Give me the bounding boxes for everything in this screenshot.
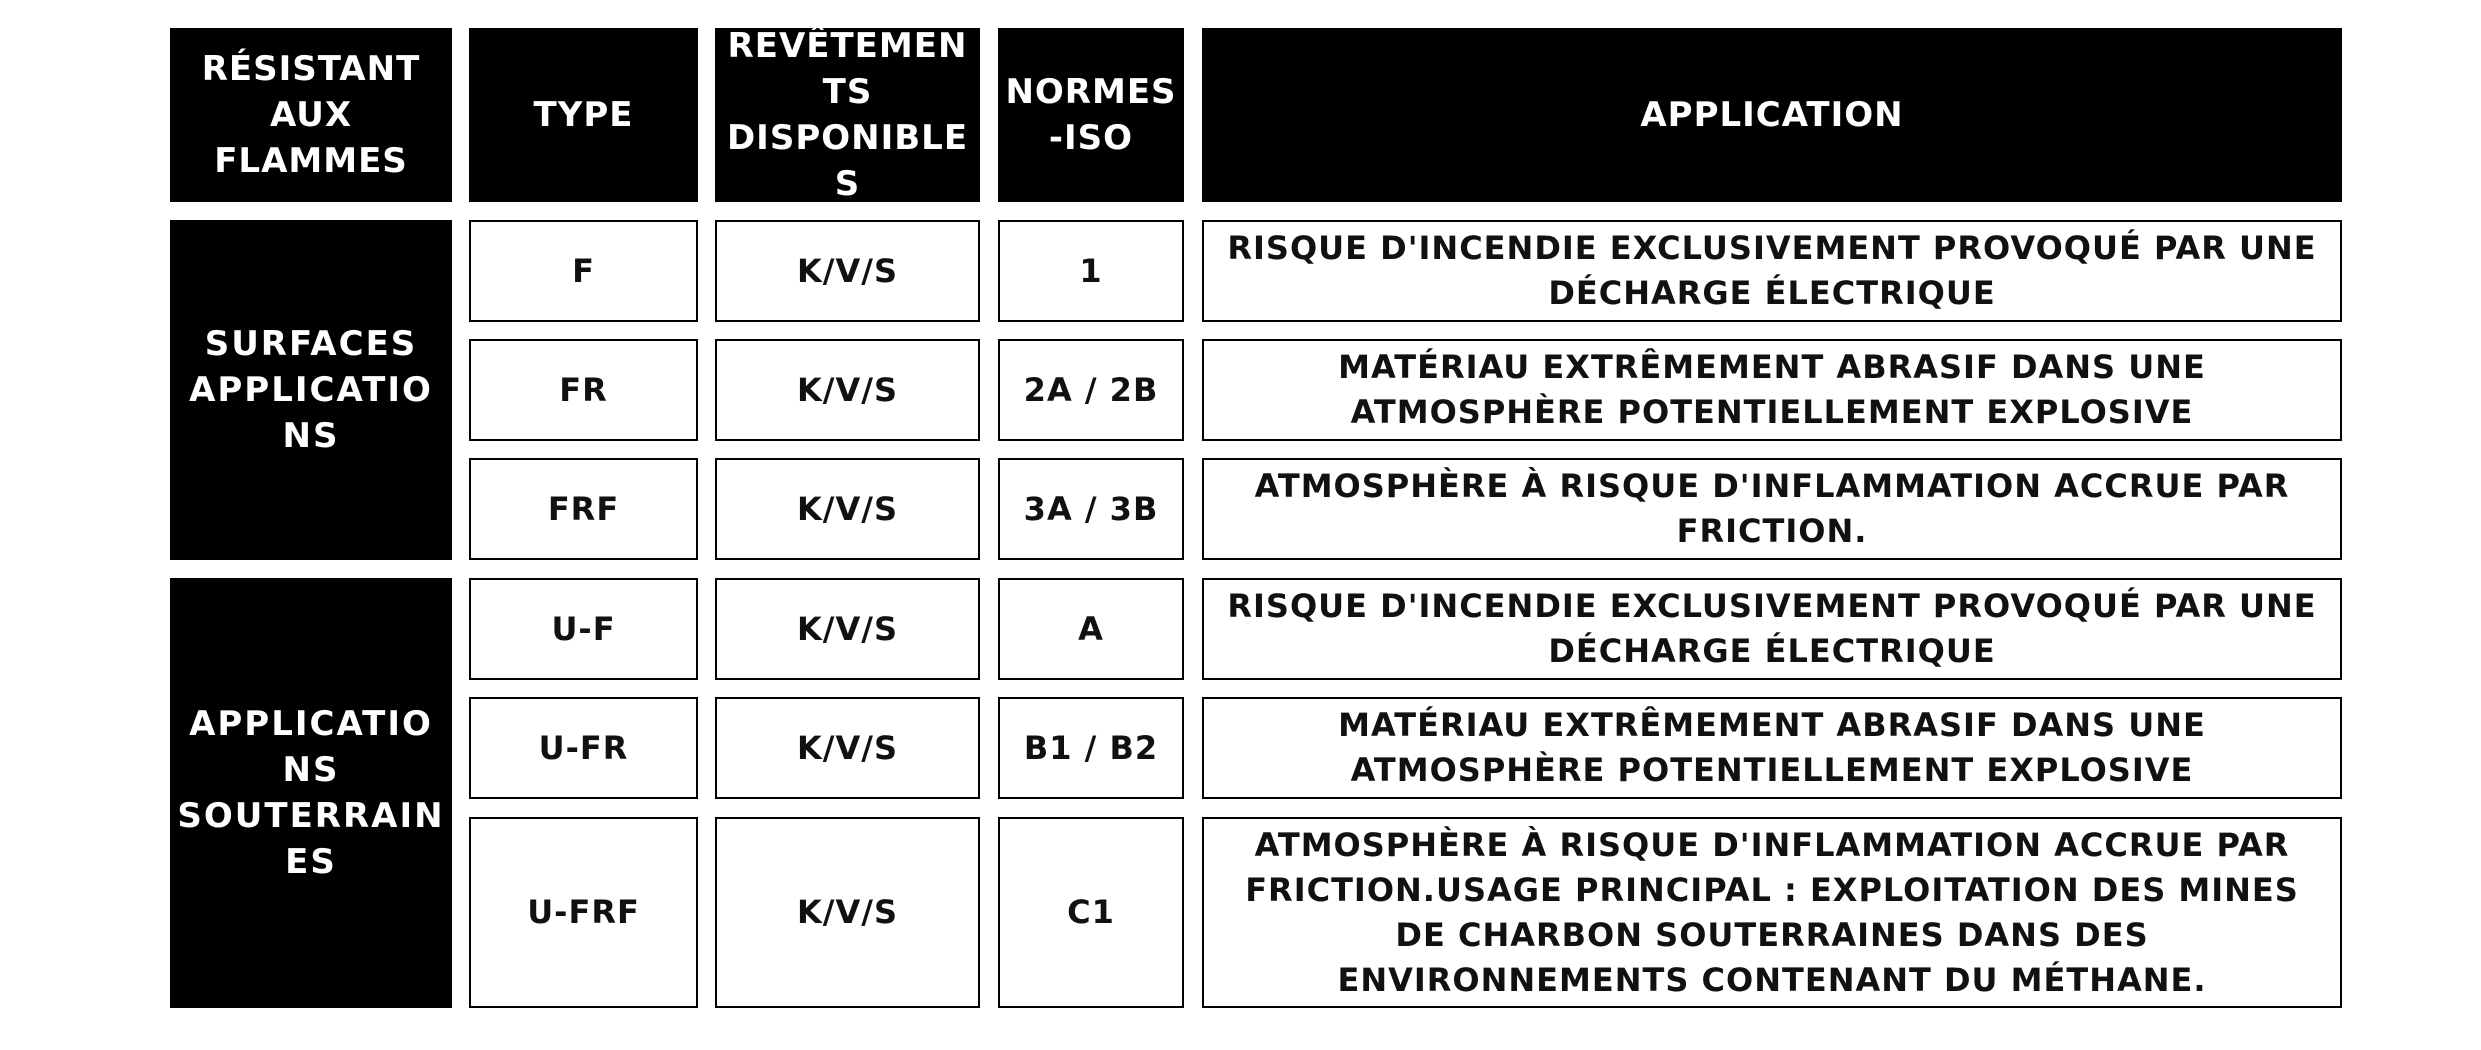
- row-6-type-value: U-FRF: [527, 893, 640, 931]
- row-5-iso-value: B1 / B2: [1023, 728, 1159, 767]
- row-1-coatings-value: K/V/S: [797, 251, 898, 290]
- row-2-application: [1202, 339, 2342, 441]
- row-4-type: [469, 578, 698, 680]
- row-4-application-value: RISQUE D'INCENDIE EXCLUSIVEMENT PROVOQUÉ PAR UNE DÉCHARGE ÉLECTRIQUE: [1227, 587, 2317, 670]
- row-4-application: [1202, 578, 2342, 680]
- group-underground-applications-label: APPLICATIONS SOUTERRAINES: [177, 704, 445, 882]
- row-5-application: [1202, 697, 2342, 799]
- row-1-iso: [998, 220, 1184, 322]
- row-5-type-value: U-FR: [538, 728, 629, 767]
- row-6-type: [469, 817, 698, 1008]
- row-3-coatings-value: K/V/S: [797, 489, 898, 528]
- row-2-type: [469, 339, 698, 441]
- row-2-type-value: FR: [559, 370, 608, 409]
- row-3-iso: [998, 458, 1184, 560]
- header-iso-standards-label: NORMES-ISO: [1005, 72, 1177, 158]
- row-1-application: [1202, 220, 2342, 322]
- header-iso-standards: [998, 28, 1184, 202]
- row-6-application: [1202, 817, 2342, 1008]
- row-4-coatings-value: K/V/S: [797, 609, 898, 648]
- row-2-coatings-value: K/V/S: [797, 370, 898, 409]
- row-6-iso-value: C1: [1067, 893, 1115, 931]
- row-4-iso-value: A: [1078, 609, 1104, 648]
- row-1-coatings: [715, 220, 980, 322]
- group-underground-applications: [170, 578, 452, 1008]
- group-surface-applications-label: SURFACES APPLICATIONS: [189, 324, 433, 456]
- row-5-iso: [998, 697, 1184, 799]
- row-6-application-value: ATMOSPHÈRE À RISQUE D'INFLAMMATION ACCRUE PAR FRICTION.USAGE PRINCIPAL : EXPLOITATION DES MINES DE CHARBON SOUTERRAINES DANS DES ENVIRONNEMENTS CONTENANT DU MÉTHANE.: [1245, 825, 2299, 999]
- row-2-coatings: [715, 339, 980, 441]
- header-coatings-label: REVÊTEMENTS DISPONIBLES: [726, 26, 969, 204]
- row-3-application: [1202, 458, 2342, 560]
- row-5-application-value: MATÉRIAU EXTRÊMEMENT ABRASIF DANS UNE ATMOSPHÈRE POTENTIELLEMENT EXPLOSIVE: [1338, 706, 2206, 789]
- row-2-iso: [998, 339, 1184, 441]
- header-flame-resistant-label: RÉSISTANT AUX FLAMMES: [201, 49, 421, 181]
- row-6-iso: [998, 817, 1184, 1008]
- header-application-label: APPLICATION: [1640, 95, 1904, 135]
- row-5-coatings: [715, 697, 980, 799]
- header-type: [469, 28, 698, 202]
- row-6-coatings: [715, 817, 980, 1008]
- row-2-iso-value: 2A / 2B: [1023, 370, 1159, 409]
- header-type-label: TYPE: [533, 95, 634, 135]
- header-coatings: [715, 28, 980, 202]
- row-4-type-value: U-F: [551, 609, 616, 648]
- row-1-type: [469, 220, 698, 322]
- group-surface-applications: [170, 220, 452, 560]
- row-4-iso: [998, 578, 1184, 680]
- row-3-iso-value: 3A / 3B: [1023, 489, 1159, 528]
- row-3-type: [469, 458, 698, 560]
- row-1-iso-value: 1: [1079, 251, 1103, 290]
- row-5-type: [469, 697, 698, 799]
- row-2-application-value: MATÉRIAU EXTRÊMEMENT ABRASIF DANS UNE ATMOSPHÈRE POTENTIELLEMENT EXPLOSIVE: [1338, 348, 2206, 431]
- row-6-coatings-value: K/V/S: [797, 893, 898, 931]
- row-1-application-value: RISQUE D'INCENDIE EXCLUSIVEMENT PROVOQUÉ PAR UNE DÉCHARGE ÉLECTRIQUE: [1227, 229, 2317, 312]
- header-application: [1202, 28, 2342, 202]
- row-3-type-value: FRF: [547, 489, 620, 528]
- row-5-coatings-value: K/V/S: [797, 728, 898, 767]
- header-flame-resistant: [170, 28, 452, 202]
- row-1-type-value: F: [572, 251, 595, 290]
- row-3-coatings: [715, 458, 980, 560]
- row-4-coatings: [715, 578, 980, 680]
- row-3-application-value: ATMOSPHÈRE À RISQUE D'INFLAMMATION ACCRUE PAR FRICTION.: [1254, 467, 2290, 550]
